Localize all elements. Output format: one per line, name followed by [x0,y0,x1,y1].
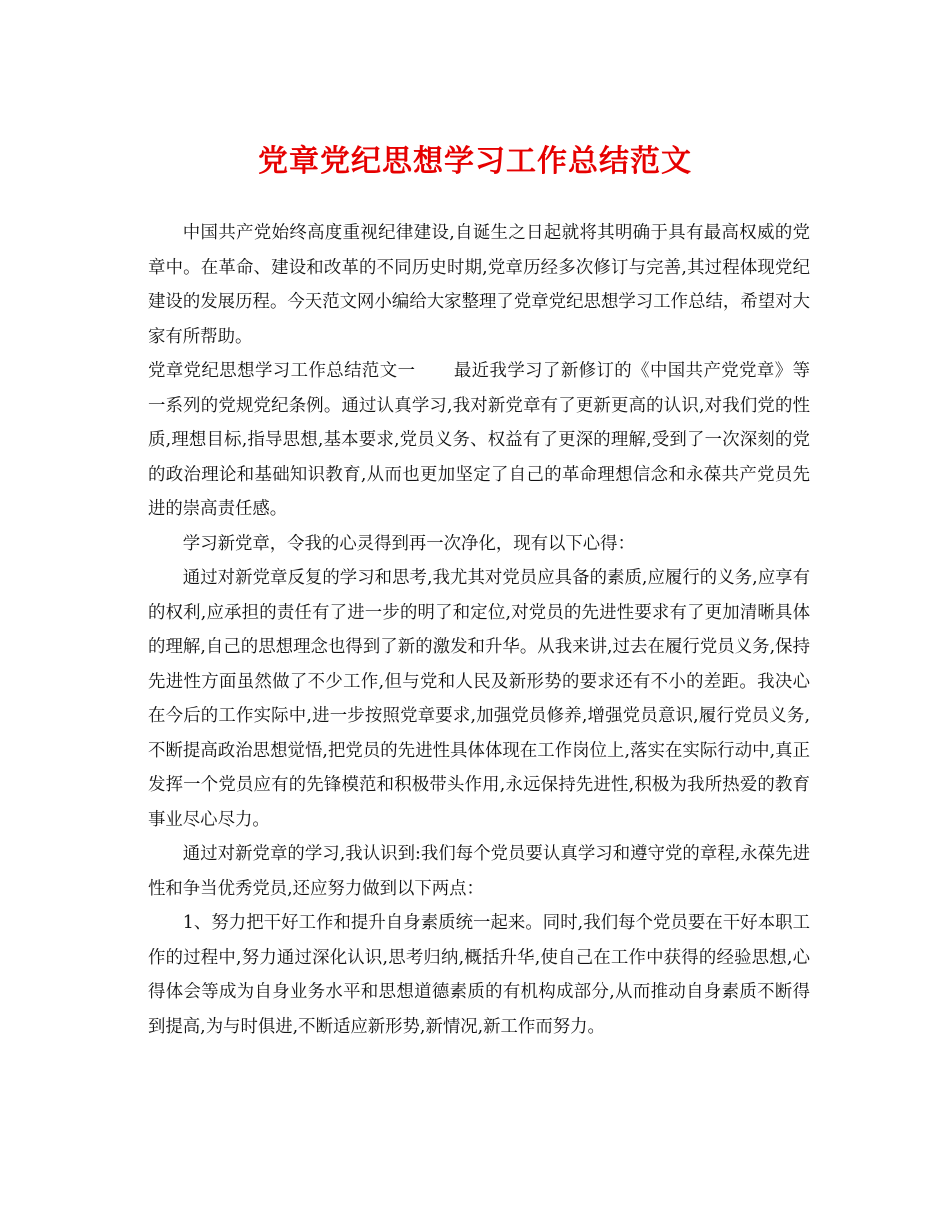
section-paragraph [148,354,810,527]
body-paragraph: 通过对新党章反复的学习和思考,我尤其对党员应具备的素质,应履行的义务,应享有的权利,应承担的责任有了进一步的明了和定位,对党员的先进性要求有了更加清晰具体的理解,自己的思想理念也得到了新的激发和升华。从我来讲,过去在履行党员义务,保持先进性方面虽然做了不少工作,但与党和人民及新形势的要求还有不小的差距。我决心在今后的工作实际中,进一步按照党章要求,加强党员修养,增强党员意识,履行党员义务,不断提高政治思想觉悟,把党员的先进性具体体现在工作岗位上,落实在实际行动中,真正发挥一个党员应有的先锋模范和积极带头作用,永远保持先进性,积极为我所热爱的教育事业尽心尽力。 [148,568,810,830]
section-heading: 党章党纪思想学习工作总结范文一 [148,361,416,381]
body-paragraph: 1、努力把干好工作和提升自身素质统一起来。同时,我们每个党员要在干好本职工作的过程中,努力通过深化认识,思考归纳,概括升华,使自己在工作中获得的经验思想,心得体会等成为自身业务水平和思想道德素质的有机构成部分,从而推动自身素质不断得到提高,为与时俱进,不断适应新形势,新情况,新工作而努力。 [148,913,810,1037]
document-body [148,216,810,1044]
document-title: 党章党纪思想学习工作总结范文 [258,144,692,179]
body-paragraph: 通过对新党章的学习,我认识到:我们每个党员要认真学习和遵守党的章程,永葆先进性和争当优秀党员,还应努力做到以下两点： [148,844,810,899]
section-text: 最近我学习了新修订的《中国共产党党章》等一系列的党规党纪条例。通过认真学习,我对新党章有了更新更高的认识,对我们党的性质,理想目标,指导思想,基本要求,党员义务、权益有了更深的理解,受到了一次深刻的党的政治理论和基础知识教育,从而也更加坚定了自己的革命理想信念和永葆共产党员先进的崇高责任感。 [148,361,810,519]
intro-paragraph: 中国共产党始终高度重视纪律建设,自诞生之日起就将其明确于具有最高权威的党章中。在革命、建设和改革的不同历史时期,党章历经多次修订与完善,其过程体现党纪建设的发展历程。今天范文网小编给大家整理了党章党纪思想学习工作总结，希望对大家有所帮助。 [148,223,810,347]
body-paragraph: 学习新党章，令我的心灵得到再一次净化，现有以下心得： [182,533,635,554]
